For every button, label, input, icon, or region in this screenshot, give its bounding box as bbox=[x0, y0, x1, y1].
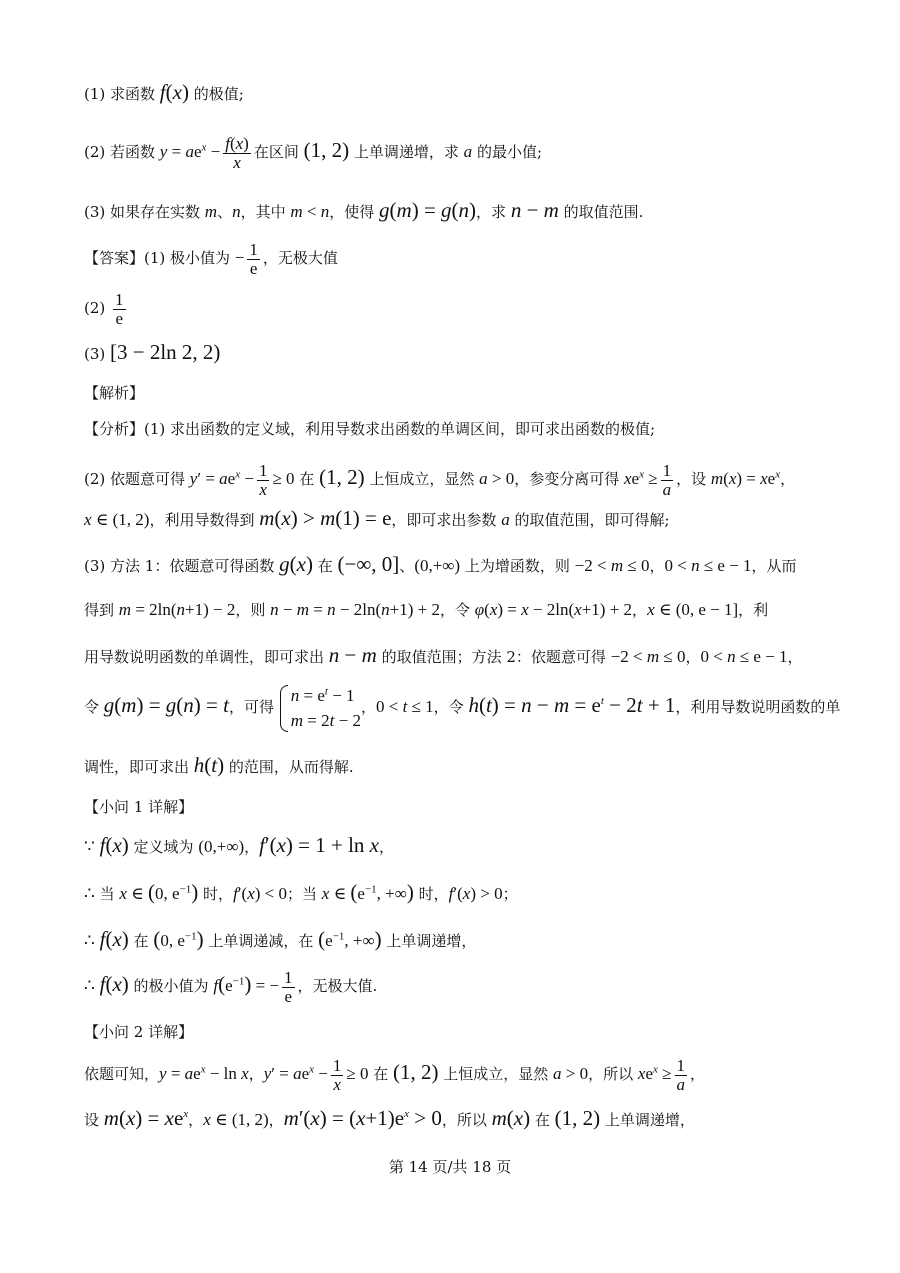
question-2: (2) 若函数 $y = ae^x$ − $\frac{f(x)}{x}$ 在区间 (1, 2) 上单调递增，求 a 的最小值; bbox=[84, 133, 542, 172]
answer-2: (2) $\frac{1}{e}$ bbox=[84, 289, 124, 328]
answer-1: 【答案】(1) 极小值为 − $\frac{1}{e}$ ，无极大值 bbox=[84, 239, 338, 278]
part-1-line-2: ∴ 当 x ∈ (0, $e^{-1}$) 时，f′(x) < 0；当 x ∈ ($e^{-1}$, +∞) 时，f′(x) > 0； bbox=[84, 880, 518, 904]
question-3: (3) 如果存在实数 m、n，其中 m < n，使得 g(m) = g(n)，求 n − m 的取值范围. bbox=[84, 198, 644, 222]
analysis-3c: 用导数说明函数的单调性，即可求出 n − m 的取值范围；方法 2：依题意可得 −2 < m ≤ 0，0 < n ≤ e − 1， bbox=[84, 643, 803, 667]
analysis-1: 【分析】(1) 求出函数的定义域，利用导数求出函数的单调区间，即可求出函数的极值; bbox=[84, 420, 656, 438]
analysis-3a: (3) 方法 1：依题意可得函数 g(x) 在 (−∞, 0]、(0,+∞) 上为增函数，则 −2 < m ≤ 0，0 < n ≤ e − 1，从而 bbox=[84, 552, 797, 576]
analysis-heading: 【解析】 bbox=[84, 384, 145, 402]
part-2-line-2: 设 $m(x) = xe^x$，x ∈ (1, 2)，$m'(x) = (x+1)e^x > 0$，所以 m(x) 在 (1, 2) 上单调递增， bbox=[84, 1106, 695, 1130]
part-1-line-3: ∴ f(x) 在 (0, $e^{-1}$) 上单调递减，在 ($e^{-1}$, +∞) 上单调递增， bbox=[84, 927, 477, 951]
analysis-3b: 得到 m = 2ln(n+1) − 2，则 n − m = n − 2ln(n+1) + 2，令 φ(x) = x − 2ln(x+1) + 2，x ∈ (0, e − 1]，利 bbox=[84, 600, 769, 619]
answer-3: (3) [3 − 2ln 2, 2) bbox=[84, 340, 221, 364]
part-1-line-4: ∴ f(x) 的极小值为 $f(e^{-1})$ = − $\frac{1}{e}$ ，无极大值. bbox=[84, 967, 378, 1006]
part-2-line-1: 依题可知，$y = ae^x - \ln x$，$y' = ae^x$ − $\frac{1}{x}$ ≥ 0 在 (1, 2) 上恒成立，显然 a > 0，所以 $xe^x$ ≥ $\frac{1}{a}$ ， bbox=[84, 1055, 706, 1094]
analysis-2a: (2) 依题意可得 $y' = ae^x$ − $\frac{1}{x}$ ≥ 0 在 (1, 2) 上恒成立，显然 a > 0，参变分离可得 $xe^x$ ≥ $\frac{1}{a}$ ，设 $m(x) = xe^x$， bbox=[84, 460, 796, 499]
analysis-3e: 调性，即可求出 h(t) 的范围，从而得解. bbox=[84, 753, 354, 777]
page-footer: 第 14 页/共 18 页 bbox=[388, 1158, 512, 1176]
part-1-heading: 【小问 1 详解】 bbox=[84, 798, 194, 816]
part-1-line-1: ∵ f(x) 定义域为 (0,+∞)，f′(x) = 1 + ln x， bbox=[84, 833, 394, 857]
analysis-3d: 令 g(m) = g(n) = t，可得 $n = e^t - 1$ m = 2t − 2 ，0 < t ≤ 1，令 $h(t) = n - m = e^t - 2t + 1$，利用导数说明函数的单 bbox=[84, 675, 840, 737]
question-1: (1) 求函数 f(x) 的极值; bbox=[84, 80, 244, 104]
part-2-heading: 【小问 2 详解】 bbox=[84, 1023, 194, 1041]
analysis-2b: x ∈ (1, 2)，利用导数得到 m(x) > m(1) = e，即可求出参数 a 的取值范围，即可得解; bbox=[84, 506, 670, 530]
